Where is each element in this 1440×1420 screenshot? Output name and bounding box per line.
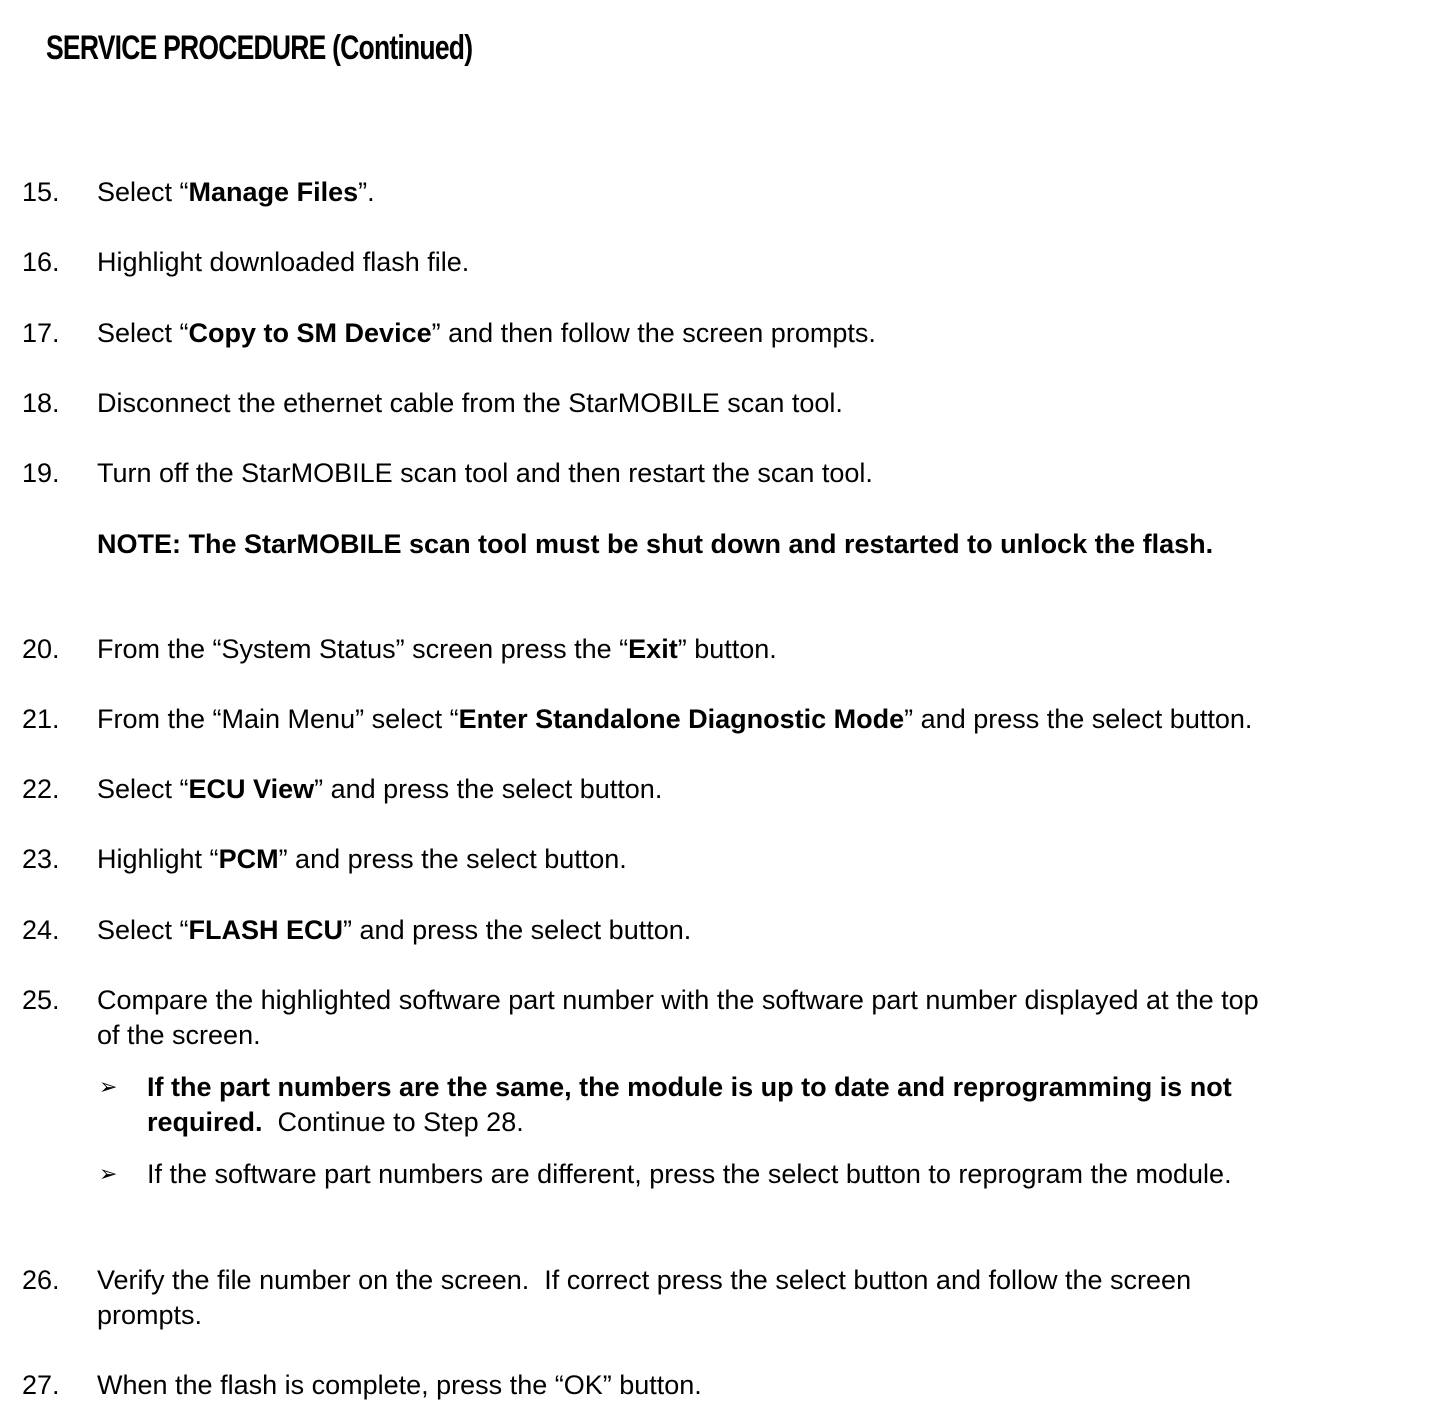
step-text: When the flash is complete, press the “OK” button.: [97, 1370, 702, 1400]
step-number: 24.: [22, 915, 60, 945]
bullet-text: If the software part numbers are different, press the select button to reprogram the module.: [147, 1159, 1232, 1189]
note: NOTE: The StarMOBILE scan tool must be shut down and restarted to unlock the flash.: [97, 529, 1214, 559]
step-emphasis: Exit: [628, 634, 678, 664]
step-text: Select “Copy to SM Device” and then follow the screen prompts.: [97, 318, 876, 348]
step-number: 17.: [22, 318, 60, 348]
bullet-text: required. Continue to Step 28.: [147, 1107, 524, 1137]
step-emphasis: Copy to SM Device: [188, 318, 432, 348]
step-text: Highlight “PCM” and press the select button.: [97, 844, 627, 874]
step-text: Select “Manage Files”.: [97, 177, 375, 207]
arrow-bullet-icon: ➢: [99, 1162, 118, 1187]
step-text: prompts.: [97, 1300, 203, 1330]
step-number: 27.: [22, 1370, 60, 1400]
step-number: 23.: [22, 844, 60, 874]
step-text: of the screen.: [97, 1020, 261, 1050]
step-emphasis: Enter Standalone Diagnostic Mode: [458, 704, 905, 734]
step-number: 22.: [22, 774, 60, 804]
step-emphasis: PCM: [218, 844, 279, 874]
step-text: Turn off the StarMOBILE scan tool and then restart the scan tool.: [97, 458, 873, 488]
arrow-bullet-icon: ➢: [99, 1075, 118, 1100]
step-emphasis: FLASH ECU: [188, 915, 344, 945]
step-text: Verify the file number on the screen. If correct press the select button and follow the screen: [97, 1265, 1192, 1295]
step-text: From the “Main Menu” select “Enter Standalone Diagnostic Mode” and press the select button.: [97, 704, 1253, 734]
step-number: 15.: [22, 177, 60, 207]
step-text: Highlight downloaded flash file.: [97, 247, 470, 277]
step-text: Disconnect the ethernet cable from the StarMOBILE scan tool.: [97, 388, 843, 418]
step-number: 16.: [22, 247, 60, 277]
step-number: 25.: [22, 985, 60, 1015]
bullet-text: If the part numbers are the same, the module is up to date and reprogramming is not: [147, 1072, 1232, 1102]
step-emphasis: ECU View: [188, 774, 315, 804]
step-number: 19.: [22, 458, 60, 488]
step-text: Select “FLASH ECU” and press the select button.: [97, 915, 692, 945]
page-title: SERVICE PROCEDURE (Continued): [46, 29, 473, 67]
step-number: 26.: [22, 1265, 60, 1295]
step-number: 20.: [22, 634, 60, 664]
step-text: Compare the highlighted software part number with the software part number displayed at the top: [97, 985, 1259, 1015]
step-number: 18.: [22, 388, 60, 418]
step-text: Select “ECU View” and press the select button.: [97, 774, 663, 804]
step-emphasis: Manage Files: [188, 177, 359, 207]
step-text: From the “System Status” screen press the “Exit” button.: [97, 634, 777, 664]
step-number: 21.: [22, 704, 60, 734]
